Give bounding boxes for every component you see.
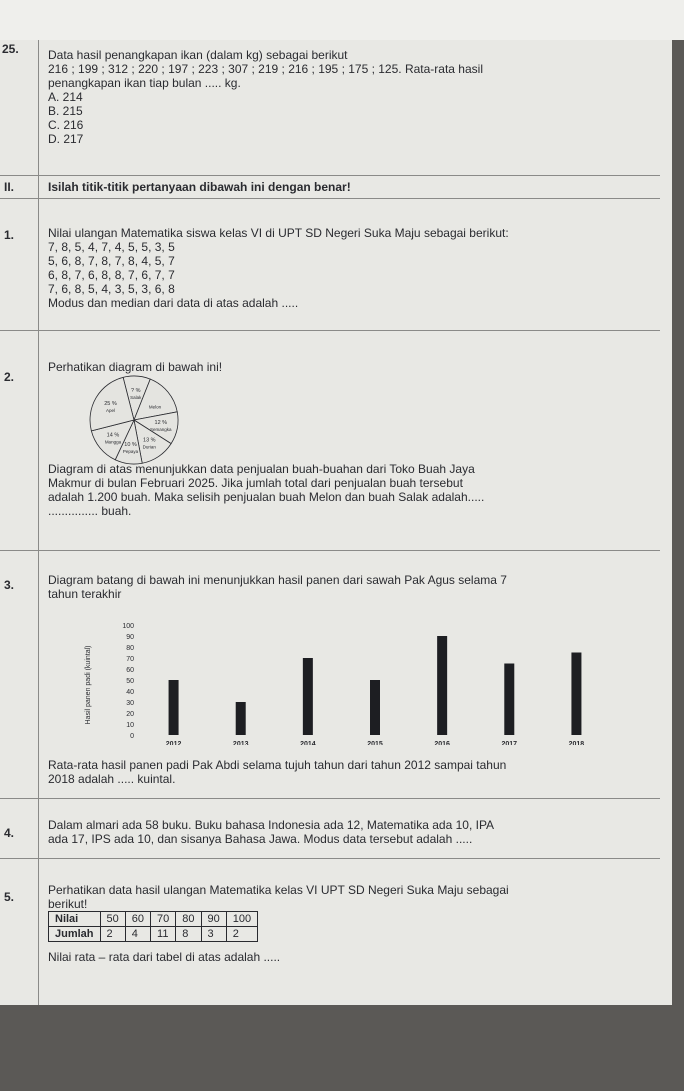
table-header-cell: Nilai bbox=[49, 912, 101, 927]
option-d[interactable]: D. 217 bbox=[48, 132, 84, 146]
q3-text-3: Rata-rata hasil panen padi Pak Abdi selama tujuh tahun dari tahun 2012 sampai tahun bbox=[48, 758, 507, 772]
worksheet-page bbox=[0, 40, 672, 1005]
pie-slice-label: Durian bbox=[142, 444, 156, 450]
q3-text-4: 2018 adalah ..... kuintal. bbox=[48, 772, 176, 786]
x-tick-label: 2015 bbox=[367, 741, 383, 745]
pie-percent-label: 13 % bbox=[143, 437, 156, 444]
question-3-body bbox=[48, 758, 658, 786]
q5-text-2: berikut! bbox=[48, 897, 88, 911]
question-4 bbox=[48, 818, 658, 846]
q5-text-1: Perhatikan data hasil ulangan Matematika kelas VI UPT SD Negeri Suka Maju sebagai bbox=[48, 883, 509, 897]
y-tick-label: 10 bbox=[126, 722, 134, 729]
table-cell: 3 bbox=[201, 927, 226, 942]
question-number: 1. bbox=[4, 228, 15, 242]
y-tick-label: 100 bbox=[122, 623, 134, 630]
question-number: 2. bbox=[4, 370, 15, 384]
section-number: II. bbox=[4, 180, 15, 194]
y-tick-label: 60 bbox=[126, 667, 134, 674]
divider bbox=[0, 330, 660, 331]
bar bbox=[437, 636, 447, 735]
table-header-cell: Jumlah bbox=[49, 927, 101, 942]
q4-text-2: ada 17, IPS ada 10, dan sisanya Bahasa Jawa. Modus data tersebut adalah ..... bbox=[48, 832, 473, 846]
option-c[interactable]: C. 216 bbox=[48, 118, 84, 132]
table-cell: 2 bbox=[226, 927, 257, 942]
option-a[interactable]: A. 214 bbox=[48, 90, 83, 104]
pie-percent-label: 10 % bbox=[124, 442, 137, 449]
y-tick-label: 50 bbox=[126, 678, 134, 685]
x-tick-label: 2017 bbox=[501, 741, 518, 745]
pie-slice-label: Pepaya bbox=[122, 449, 139, 455]
q1-data-3: 6, 8, 7, 6, 8, 8, 7, 6, 7, 7 bbox=[48, 268, 175, 282]
y-tick-label: 80 bbox=[126, 645, 134, 652]
y-tick-label: 30 bbox=[126, 700, 134, 707]
option-b[interactable]: B. 215 bbox=[48, 104, 83, 118]
q25-text-3: penangkapan ikan tiap bulan ..... kg. bbox=[48, 76, 241, 90]
table-row bbox=[49, 927, 258, 942]
pie-slice-label: Melon bbox=[148, 404, 162, 410]
bar bbox=[504, 664, 514, 736]
pie-slice-label: Salak bbox=[130, 394, 142, 400]
q1-text: Nilai ulangan Matematika siswa kelas VI di UPT SD Negeri Suka Maju sebagai berikut: bbox=[48, 226, 509, 240]
q5-question: Nilai rata – rata dari tabel di atas adalah ..... bbox=[48, 950, 281, 964]
q2-text-2: Diagram di atas menunjukkan data penjualan buah-buahan dari Toko Buah Jaya bbox=[48, 462, 475, 476]
table-cell: 90 bbox=[201, 912, 226, 927]
q1-data-4: 7, 6, 8, 5, 4, 3, 5, 3, 6, 8 bbox=[48, 282, 175, 296]
q25-text-2: 216 ; 199 ; 312 ; 220 ; 197 ; 223 ; 307 ; 219 ; 216 ; 195 ; 175 ; 125. Rata-rata hasil bbox=[48, 62, 483, 76]
question-number: 5. bbox=[4, 890, 15, 904]
question-number: 25. bbox=[2, 42, 19, 56]
bar-chart bbox=[82, 615, 642, 745]
table-cell: 4 bbox=[125, 927, 150, 942]
pie-percent-label: ? % bbox=[131, 387, 141, 394]
bar bbox=[236, 702, 246, 735]
y-tick-label: 20 bbox=[126, 711, 134, 718]
table-cell: 50 bbox=[100, 912, 125, 927]
q3-text-1: Diagram batang di bawah ini menunjukkan hasil panen dari sawah Pak Agus selama 7 bbox=[48, 573, 507, 587]
pie-slice-label: Semangka bbox=[150, 427, 172, 433]
table-cell: 80 bbox=[176, 912, 201, 927]
q1-data-1: 7, 8, 5, 4, 7, 4, 5, 5, 3, 5 bbox=[48, 240, 175, 254]
y-tick-label: 0 bbox=[130, 733, 134, 740]
q4-text-1: Dalam almari ada 58 buku. Buku bahasa Indonesia ada 12, Matematika ada 10, IPA bbox=[48, 818, 495, 832]
bar bbox=[303, 658, 313, 735]
table-cell: 100 bbox=[226, 912, 257, 927]
y-tick-label: 70 bbox=[126, 656, 134, 663]
table-cell: 11 bbox=[151, 927, 176, 942]
top-margin bbox=[0, 0, 684, 40]
pie-percent-label: 14 % bbox=[106, 432, 120, 439]
table-cell: 8 bbox=[176, 927, 201, 942]
y-tick-label: 90 bbox=[126, 634, 134, 641]
y-tick-label: 40 bbox=[126, 689, 134, 696]
pie-slice-label: Mangga bbox=[104, 439, 122, 445]
pie-slice-label: Apel bbox=[106, 408, 116, 414]
section-instruction: Isilah titik-titik pertanyaan dibawah ini dengan benar! bbox=[48, 180, 351, 194]
question-number: 4. bbox=[4, 826, 15, 840]
q2-text-5: ............... buah. bbox=[48, 504, 132, 518]
table-cell: 60 bbox=[125, 912, 150, 927]
q1-data-2: 5, 6, 8, 7, 8, 7, 8, 4, 5, 7 bbox=[48, 254, 175, 268]
question-25 bbox=[48, 48, 658, 146]
bar bbox=[169, 680, 179, 735]
table-cell: 2 bbox=[100, 927, 125, 942]
y-axis-label: Hasil panen padi (kuintal) bbox=[85, 645, 92, 725]
q25-text-1: Data hasil penangkapan ikan (dalam kg) sebagai berikut bbox=[48, 48, 348, 62]
q2-text: Perhatikan diagram di bawah ini! bbox=[48, 360, 223, 374]
score-table bbox=[48, 911, 258, 942]
divider bbox=[0, 550, 660, 551]
table-row bbox=[49, 912, 258, 927]
pie-percent-label: 25 % bbox=[104, 401, 117, 408]
x-tick-label: 2018 bbox=[568, 741, 585, 745]
x-tick-label: 2014 bbox=[300, 741, 316, 745]
bar bbox=[571, 653, 581, 736]
question-3 bbox=[48, 573, 658, 601]
q2-body bbox=[48, 462, 658, 518]
question-5 bbox=[48, 883, 658, 964]
question-1 bbox=[48, 226, 658, 310]
q2-text-3: Makmur di bulan Februari 2025. Jika jumlah total dari penjualan buah tersebut bbox=[48, 476, 463, 490]
column-divider bbox=[38, 40, 39, 1005]
divider bbox=[0, 798, 660, 799]
q3-text-2: tahun terakhir bbox=[48, 587, 122, 601]
x-tick-label: 2012 bbox=[165, 741, 182, 745]
x-tick-label: 2013 bbox=[232, 741, 249, 745]
q2-text-4: adalah 1.200 buah. Maka selisih penjualan buah Melon dan buah Salak adalah..... bbox=[48, 490, 485, 504]
pie-percent-label: 12 % bbox=[154, 420, 168, 427]
question-number: 3. bbox=[4, 578, 15, 592]
bar bbox=[370, 680, 380, 735]
divider bbox=[0, 858, 660, 859]
x-tick-label: 2016 bbox=[434, 741, 450, 745]
q1-question: Modus dan median dari data di atas adalah ..... bbox=[48, 296, 299, 310]
table-cell: 70 bbox=[151, 912, 176, 927]
divider bbox=[0, 175, 660, 176]
divider bbox=[0, 198, 660, 199]
